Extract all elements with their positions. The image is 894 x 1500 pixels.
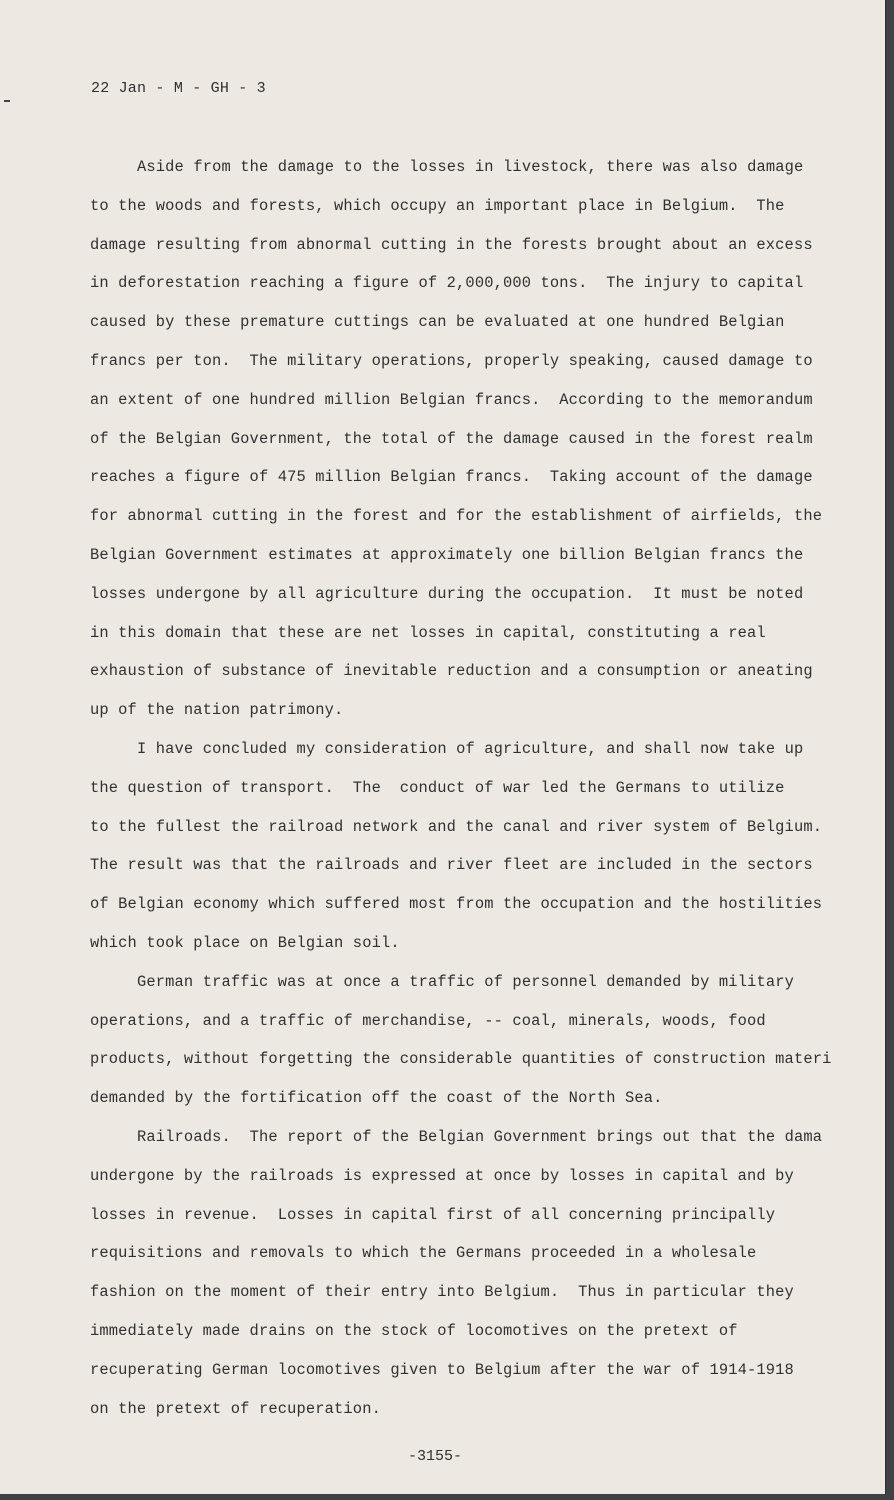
text-line: which took place on Belgian soil. <box>90 933 400 952</box>
text-line: of the Belgian Government, the total of the damage caused in the forest realm <box>90 429 813 448</box>
text-line: Belgian Government estimates at approximately one billion Belgian francs the <box>90 545 804 564</box>
text-line: exhaustion of substance of inevitable reduction and a consumption or aneating <box>90 662 813 681</box>
text-line: in deforestation reaching a figure of 2,000,000 tons. The injury to capital <box>90 274 804 293</box>
page-number: -3155- <box>408 1448 463 1465</box>
text-line: francs per ton. The military operations, properly speaking, caused damage to <box>90 351 813 370</box>
text-line: losses in revenue. Losses in capital first of all concerning principally <box>90 1205 776 1224</box>
text-line: requisitions and removals to which the Germans proceeded in a wholesale <box>90 1244 757 1263</box>
text-line: Aside from the damage to the losses in livestock, there was also damage <box>137 158 804 176</box>
text-line: in this domain that these are net losses in capital, constituting a real <box>90 623 766 642</box>
text-line: damage resulting from abnormal cutting in the forests brought about an excess <box>90 235 813 254</box>
text-line: I have concluded my consideration of agriculture, and shall now take up <box>137 739 804 758</box>
text-line: products, without forgetting the considerable quantities of construction materi <box>90 1050 832 1069</box>
text-line: The result was that the railroads and river fleet are included in the sectors <box>90 856 813 875</box>
text-line: caused by these premature cuttings can be evaluated at one hundred Belgian <box>90 313 785 332</box>
text-line: to the fullest the railroad network and the canal and river system of Belgium. <box>90 817 823 836</box>
page-header: 22 Jan - M - GH - 3 <box>91 80 266 97</box>
text-line: for abnormal cutting in the forest and for the establishment of airfields, the <box>90 507 823 526</box>
text-line: German traffic was at once a traffic of personnel demanded by military <box>137 972 795 991</box>
text-line: the question of transport. The conduct of war led the Germans to utilize <box>90 778 785 797</box>
paragraph-german-traffic <box>90 968 870 1123</box>
paragraph-transport <box>90 735 870 968</box>
margin-mark <box>4 100 10 102</box>
paragraph-forests <box>90 153 870 735</box>
text-line: on the pretext of recuperation. <box>90 1399 381 1418</box>
text-line: demanded by the fortification off the coast of the North Sea. <box>90 1089 663 1108</box>
text-line: up of the nation patrimony. <box>90 701 344 720</box>
text-line: recuperating German locomotives given to Belgium after the war of 1914-1918 <box>90 1360 794 1379</box>
text-line: to the woods and forests, which occupy an important place in Belgium. The <box>90 196 785 215</box>
text-line: fashion on the moment of their entry into Belgium. Thus in particular they <box>90 1283 794 1302</box>
text-line: reaches a figure of 475 million Belgian francs. Taking account of the damage <box>90 468 813 487</box>
text-line: Railroads. The report of the Belgian Government brings out that the dama <box>137 1127 823 1146</box>
text-line: immediately made drains on the stock of locomotives on the pretext of <box>90 1321 738 1340</box>
text-line: an extent of one hundred million Belgian francs. According to the memorandum <box>90 390 813 409</box>
paragraph-railroads <box>90 1123 870 1433</box>
text-line: operations, and a traffic of merchandise, -- coal, minerals, woods, food <box>90 1011 766 1030</box>
text-line: losses undergone by all agriculture during the occupation. It must be noted <box>90 584 804 603</box>
text-line: of Belgian economy which suffered most from the occupation and the hostilities <box>90 895 823 914</box>
document-body <box>90 153 870 1433</box>
text-line: undergone by the railroads is expressed at once by losses in capital and by <box>90 1166 794 1185</box>
